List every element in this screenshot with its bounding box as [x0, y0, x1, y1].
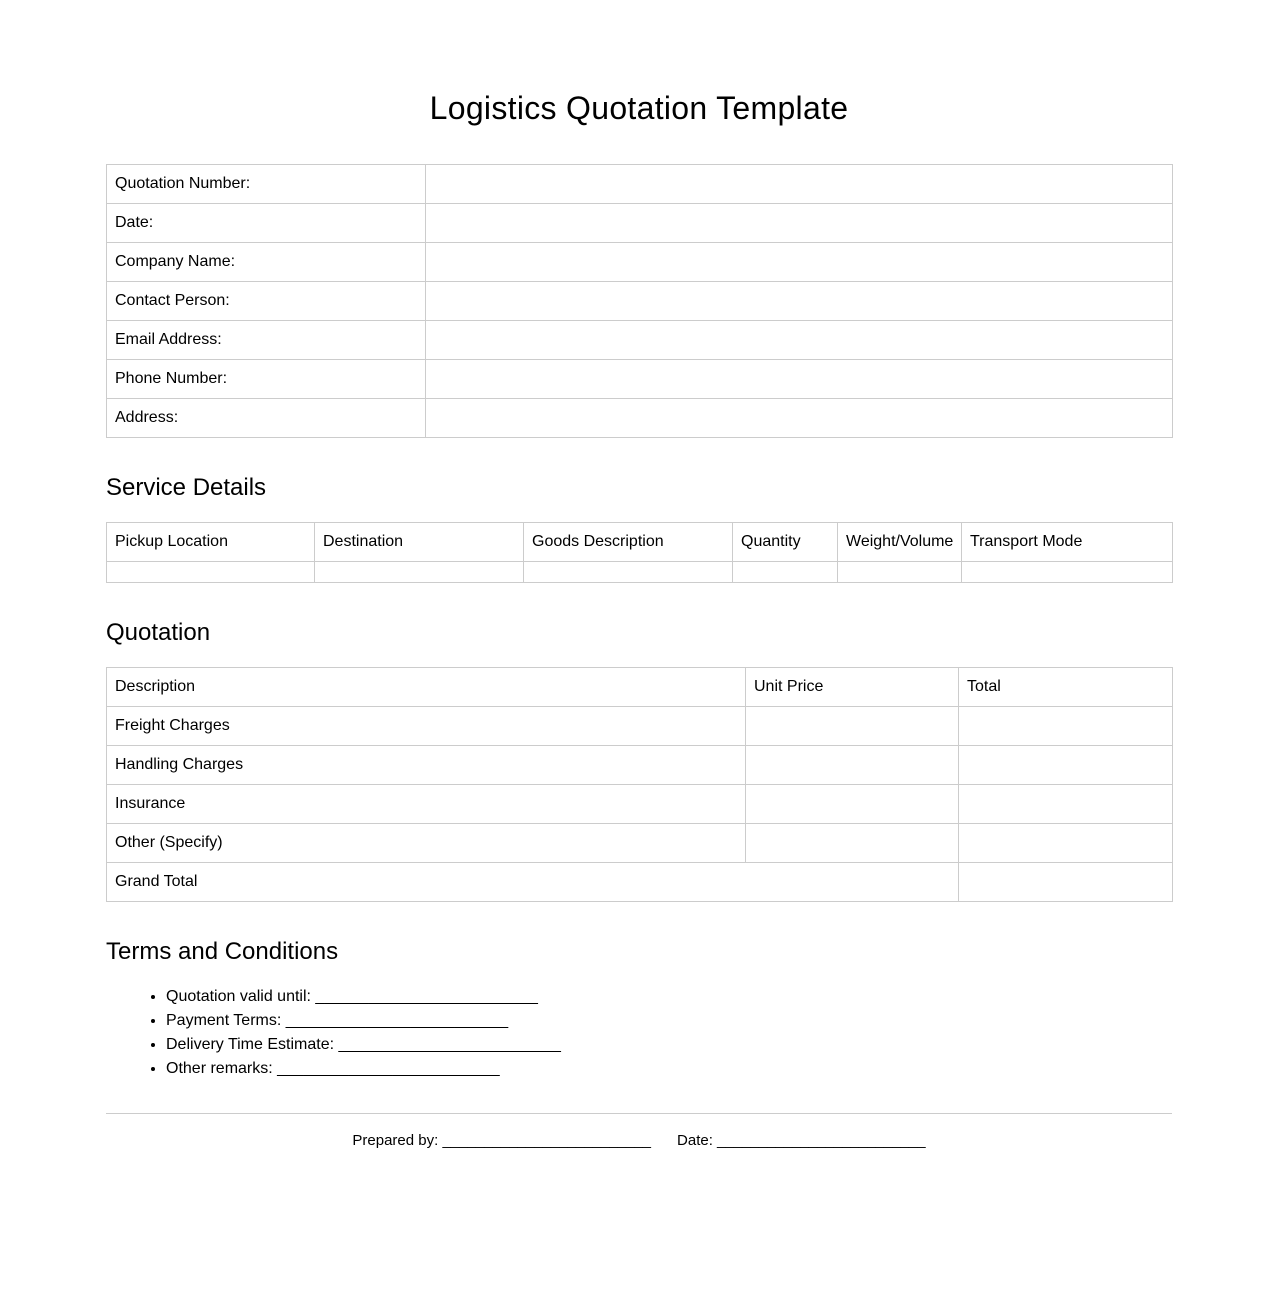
table-header-row: [107, 668, 1173, 707]
column-header-pickup-location: Pickup Location: [107, 523, 315, 562]
column-header-description: Description: [107, 668, 746, 707]
total-cell[interactable]: [959, 785, 1173, 824]
address-field[interactable]: [426, 399, 1173, 438]
table-row: [107, 399, 1173, 438]
email-address-field[interactable]: [426, 321, 1173, 360]
terms-heading: Terms and Conditions: [106, 938, 339, 965]
column-header-quantity: Quantity: [733, 523, 838, 562]
unit-price-cell[interactable]: [746, 707, 959, 746]
date-field[interactable]: [426, 204, 1173, 243]
term-delivery-time-estimate: • Delivery Time Estimate: _________________________: [166, 1033, 561, 1057]
table-row: [107, 165, 1173, 204]
column-header-goods-description: Goods Description: [524, 523, 733, 562]
table-row: [107, 746, 1173, 785]
unit-price-cell[interactable]: [746, 824, 959, 863]
quotation-number-label: Quotation Number:: [107, 165, 426, 204]
grand-total-label: Grand Total: [107, 863, 959, 902]
column-header-destination: Destination: [315, 523, 524, 562]
terms-list: [106, 985, 561, 1081]
pickup-location-cell[interactable]: [107, 562, 315, 583]
column-header-unit-price: Unit Price: [746, 668, 959, 707]
goods-description-cell[interactable]: [524, 562, 733, 583]
table-row: [107, 282, 1173, 321]
phone-number-label: Phone Number:: [107, 360, 426, 399]
description-cell: Other (Specify): [107, 824, 746, 863]
total-cell[interactable]: [959, 707, 1173, 746]
grand-total-cell[interactable]: [959, 863, 1173, 902]
signature-footer: [106, 1131, 1172, 1151]
table-row: [107, 824, 1173, 863]
term-other-remarks: • Other remarks: _________________________: [166, 1057, 561, 1081]
footer-date-line: Date: _________________________: [677, 1132, 926, 1149]
contact-person-field[interactable]: [426, 282, 1173, 321]
column-header-transport-mode: Transport Mode: [962, 523, 1173, 562]
transport-mode-cell[interactable]: [962, 562, 1173, 583]
quantity-cell[interactable]: [733, 562, 838, 583]
column-header-weight-volume: Weight/Volume: [838, 523, 962, 562]
date-label: Date:: [107, 204, 426, 243]
table-row: [107, 360, 1173, 399]
table-row: [107, 204, 1173, 243]
total-cell[interactable]: [959, 824, 1173, 863]
weight-volume-cell[interactable]: [838, 562, 962, 583]
description-cell: Handling Charges: [107, 746, 746, 785]
table-row: [107, 785, 1173, 824]
table-row: [107, 707, 1173, 746]
phone-number-field[interactable]: [426, 360, 1173, 399]
unit-price-cell[interactable]: [746, 785, 959, 824]
destination-cell[interactable]: [315, 562, 524, 583]
quotation-heading: Quotation: [106, 619, 211, 646]
client-info-table: [106, 164, 1173, 438]
term-quotation-valid-until: • Quotation valid until: _________________________: [166, 985, 561, 1009]
grand-total-row: [107, 863, 1173, 902]
address-label: Address:: [107, 399, 426, 438]
service-details-table: [106, 522, 1173, 583]
company-name-label: Company Name:: [107, 243, 426, 282]
term-payment-terms: • Payment Terms: _________________________: [166, 1009, 561, 1033]
quotation-number-field[interactable]: [426, 165, 1173, 204]
company-name-field[interactable]: [426, 243, 1173, 282]
total-cell[interactable]: [959, 746, 1173, 785]
email-address-label: Email Address:: [107, 321, 426, 360]
table-row: [107, 243, 1173, 282]
column-header-total: Total: [959, 668, 1173, 707]
page-title: Logistics Quotation Template: [429, 90, 849, 126]
table-row: [107, 562, 1173, 583]
quotation-table: [106, 667, 1173, 902]
prepared-by-line: Prepared by: _________________________: [352, 1132, 652, 1149]
description-cell: Insurance: [107, 785, 746, 824]
service-details-heading: Service Details: [106, 474, 267, 501]
description-cell: Freight Charges: [107, 707, 746, 746]
table-header-row: [107, 523, 1173, 562]
table-row: [107, 321, 1173, 360]
contact-person-label: Contact Person:: [107, 282, 426, 321]
footer-divider: [106, 1113, 1172, 1114]
unit-price-cell[interactable]: [746, 746, 959, 785]
